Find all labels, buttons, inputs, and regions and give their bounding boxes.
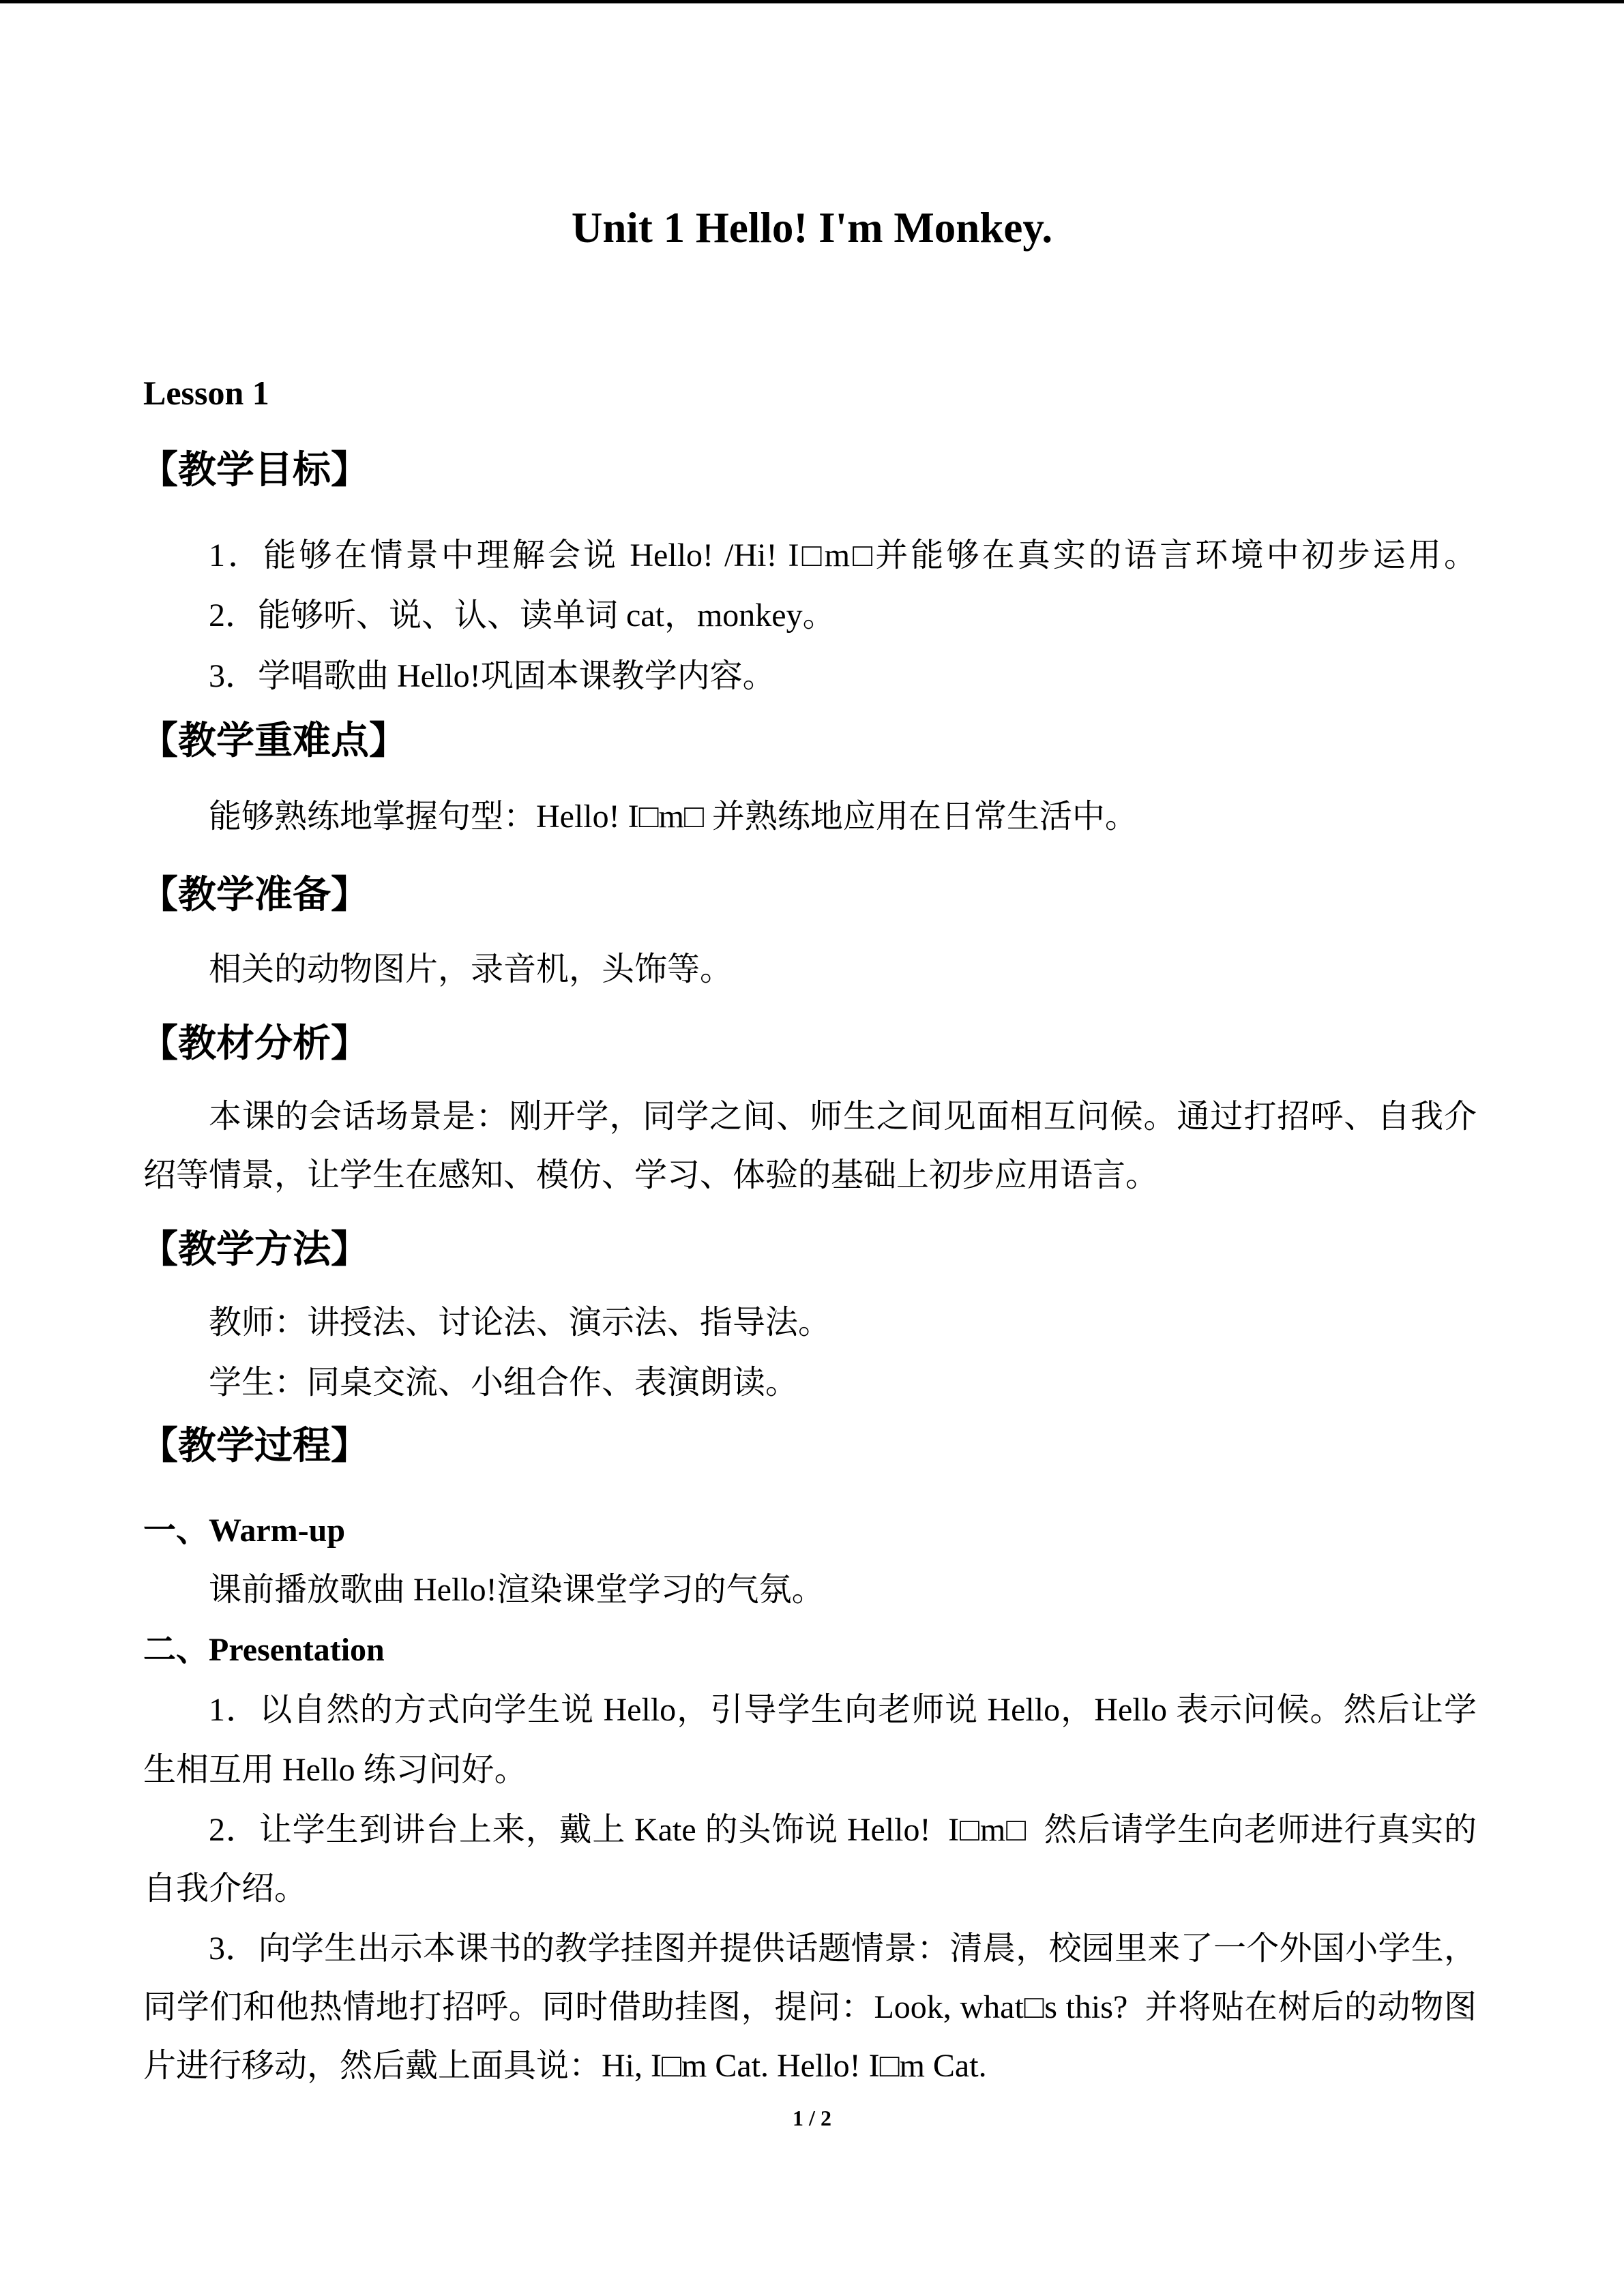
goal-item-2: 2．能够听、说、认、读单词 cat，monkey。 xyxy=(209,597,836,633)
warmup-body: 课前播放歌曲 Hello!渲染课堂学习的气氛。 xyxy=(209,1572,825,1608)
presentation-step3-line-1: 3．向学生出示本课书的教学挂图并提供话题情景：清晨，校园里来了一个外国小学生， xyxy=(209,1930,1477,1967)
material-analysis-line-1: 本课的会话场景是：刚开学，同学之间、师生之间见面相互问候。通过打招呼、自我介 xyxy=(209,1099,1477,1135)
section-heading-material-analysis: 【教材分析】 xyxy=(140,1023,369,1065)
presentation-step2-line-1: 2．让学生到讲台上来，戴上 Kate 的头饰说 Hello! I□m□ 然后请学生向老师进行真实的 xyxy=(209,1812,1477,1848)
methods-student-line: 学生：同桌交流、小组合作、表演朗读。 xyxy=(209,1365,799,1401)
section-heading-process: 【教学过程】 xyxy=(140,1425,369,1467)
presentation-subheading: 二、Presentation xyxy=(143,1632,385,1668)
section-heading-methods: 【教学方法】 xyxy=(140,1229,369,1271)
section-heading-goals: 【教学目标】 xyxy=(140,449,369,492)
presentation-step1-line-2: 生相互用 Hello 练习问好。 xyxy=(143,1752,527,1788)
methods-teacher-line: 教师：讲授法、讨论法、演示法、指导法。 xyxy=(209,1304,831,1341)
presentation-step3-line-3: 片进行移动，然后戴上面具说：Hi, I□m Cat. Hello! I□m Cat. xyxy=(143,2048,987,2084)
page-number: 1 / 2 xyxy=(793,2106,831,2130)
lesson-heading: Lesson 1 xyxy=(143,374,269,412)
top-border xyxy=(0,0,1624,3)
doc-title: Unit 1 Hello! I'm Monkey. xyxy=(571,204,1053,252)
material-analysis-line-2: 绍等情景，让学生在感知、模仿、学习、体验的基础上初步应用语言。 xyxy=(143,1157,1159,1193)
warmup-subheading: 一、Warm-up xyxy=(143,1512,346,1549)
presentation-step1-line-1: 1．以自然的方式向学生说 Hello，引导学生向老师说 Hello，Hello 表示问候。然后让学 xyxy=(209,1692,1477,1728)
presentation-step2-line-2: 自我介绍。 xyxy=(143,1870,308,1907)
section-heading-preparation: 【教学准备】 xyxy=(140,874,369,916)
goal-item-3: 3．学唱歌曲 Hello!巩固本课教学内容。 xyxy=(209,658,776,694)
key-points-body: 能够熟练地掌握句型：Hello! I□m□ 并熟练地应用在日常生活中。 xyxy=(209,799,1138,835)
preparation-body: 相关的动物图片，录音机，头饰等。 xyxy=(209,951,733,987)
goal-item-1: 1．能够在情景中理解会说 Hello! /Hi! I□m□并能够在真实的语言环境中初步运用。 xyxy=(209,537,1477,573)
presentation-step3-line-2: 同学们和他热情地打招呼。同时借助挂图，提问：Look, what□s this? 并将贴在树后的动物图 xyxy=(143,1989,1477,2025)
section-heading-key-points: 【教学重难点】 xyxy=(140,720,407,762)
